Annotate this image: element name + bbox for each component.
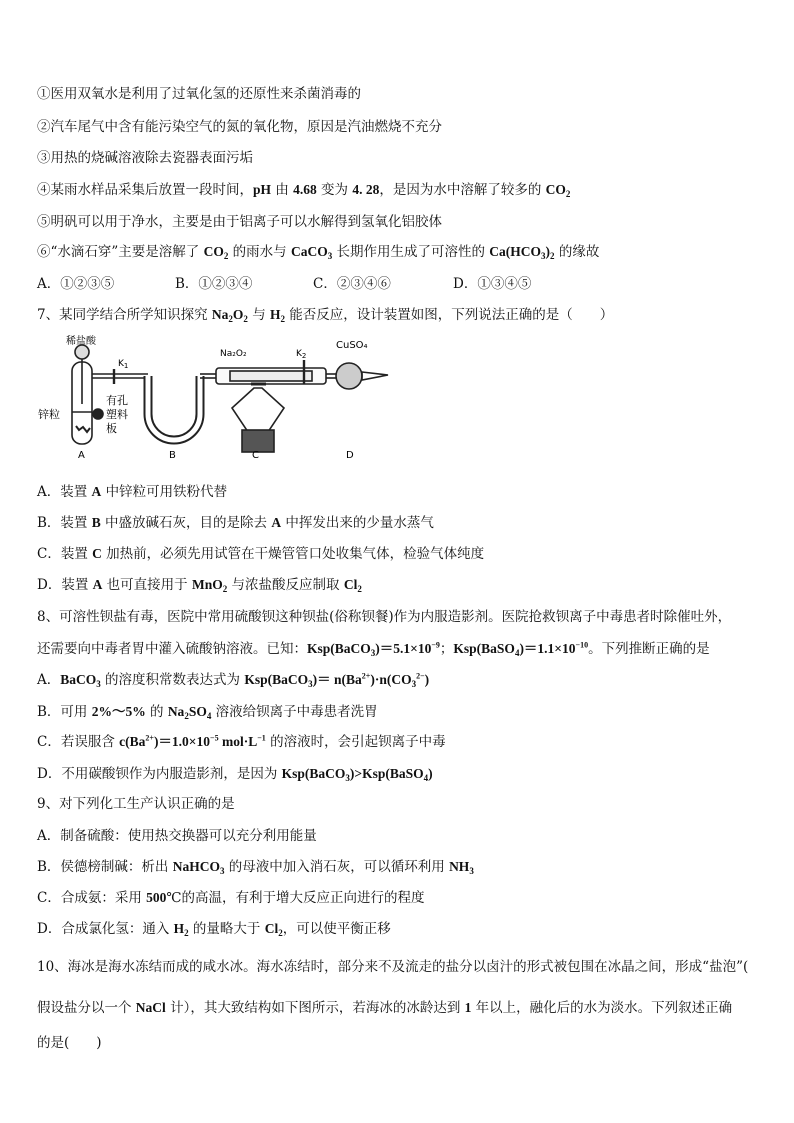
plate-marker	[93, 409, 103, 419]
q8-c-value: )＝1.0×10	[153, 734, 211, 749]
q7-c-text: C．装置	[37, 546, 93, 562]
caption-c: C	[252, 450, 259, 461]
q8-b-label: B．可用	[37, 704, 92, 720]
q7-d-bold: A	[92, 577, 103, 592]
q8-a-mid: )·n(CO	[370, 672, 412, 687]
q7-b-bold2: A	[271, 515, 282, 530]
q10-stem-line2	[37, 996, 732, 1016]
q6-s4-value2: 4. 28	[352, 182, 380, 197]
label-dilute-hcl: 稀盐酸	[66, 336, 96, 347]
q7-option-c[interactable]	[37, 542, 484, 562]
label-na2o2: Na₂O₂	[220, 349, 247, 359]
q8-ksp1: Ksp(BaCO	[307, 641, 371, 656]
caption-a: A	[78, 450, 85, 461]
q7-d-cl2-sub: 2	[357, 584, 362, 594]
q7-option-a[interactable]	[37, 480, 227, 500]
caption-b: B	[169, 450, 176, 461]
q8-stem-line1: 8、可溶性钡盐有毒，医院中常用硫酸钡这种钡盐(俗称钡餐)作为内服造影剂。医院抢救钡离子中毒患者时除催吐外，	[37, 609, 732, 625]
q7-b-text: B．装置	[37, 515, 92, 531]
q8-d-ksp2-sub: 4	[423, 773, 429, 783]
q7-na-sub: 2	[228, 314, 233, 324]
q8-b-percent: 2%～5%	[91, 704, 146, 719]
q7-option-b[interactable]	[37, 511, 434, 531]
q8-c-unit: mol·L	[218, 734, 258, 749]
q6-s4-value1: 4.68	[293, 182, 317, 197]
label-k1-sub: 1	[123, 362, 129, 370]
q6-s6-co2-sub: 2	[223, 251, 229, 261]
label-plate-3: 板	[106, 422, 117, 435]
q7-a-text2: 中锌粒可用铁粉代替	[101, 484, 228, 500]
q6-statement-3: ③用热的烧碱溶液除去瓷器表面污垢	[37, 150, 253, 166]
q6-s4-text3: 变为	[316, 182, 353, 198]
apparatus-c	[216, 368, 326, 452]
q6-s6-caco3-sub: 3	[327, 251, 333, 261]
q8-a-ba-charge: 2+	[361, 671, 371, 681]
q8-sep: ；	[439, 641, 454, 657]
q10-stem-line3: 的是( )	[37, 1035, 102, 1051]
q7-h: H	[270, 307, 281, 322]
q10-text: 假设盐分以一个	[37, 1000, 136, 1016]
q9-d-text2: 的量略大于	[188, 921, 265, 937]
q9-option-d[interactable]	[37, 917, 391, 938]
q6-s6-co2: CO	[203, 244, 224, 259]
q9-b-nh3: NH	[449, 859, 470, 874]
q8-c-label: C．若误服含	[37, 734, 120, 750]
q8-a-co-sub: 3	[411, 679, 417, 689]
q6-statement-4	[37, 178, 570, 199]
q6-option-b[interactable]: B．①②③④	[175, 276, 253, 292]
q6-s6-ca-sub2: 2	[550, 251, 555, 261]
q9-option-c[interactable]	[37, 886, 424, 906]
q7-h-sub: 2	[280, 314, 286, 324]
q8-option-a[interactable]	[37, 668, 429, 689]
q8-option-d[interactable]	[37, 762, 433, 783]
q6-s6-caco3: CaCO	[290, 244, 328, 259]
q6-s6-ca-close: )	[545, 244, 551, 259]
q8-a-baco3: BaCO	[60, 672, 97, 687]
q9-stem: 9、对下列化工生产认识正确的是	[37, 796, 235, 812]
q6-option-d[interactable]: D．①③④⑤	[453, 276, 532, 292]
q9-b-text: B．侯德榜制碱：析出	[37, 859, 173, 875]
label-k2-sub: 2	[301, 352, 307, 360]
q8-option-b[interactable]	[37, 700, 378, 721]
q8-b-text2: 溶液给钡离子中毒患者洗胃	[211, 704, 378, 720]
q9-d-cl2-sub: 2	[278, 928, 283, 938]
q6-s6-text: ⑥“水滴石穿”主要是溶解了	[37, 244, 204, 260]
q7-d-text2: 也可直接用于	[102, 577, 192, 593]
q7-na: Na	[211, 307, 229, 322]
q6-option-c[interactable]: C．②③④⑥	[313, 276, 391, 292]
q9-c-text2: ℃的高温，有利于增大反应正向进行的程度	[166, 890, 425, 906]
q6-statement-5: ⑤明矾可以用于净水，主要是由于铝离子可以水解得到氢氧化铝胶体	[37, 214, 442, 230]
q7-b-bold: B	[91, 515, 101, 530]
q6-s4-formula: CO	[545, 182, 566, 197]
q8-ksp2-exp: −10	[575, 640, 589, 650]
q8-ksp1-value: )＝5.1×10	[375, 641, 432, 656]
q7-stem-text: 7、某同学结合所学知识探究	[37, 307, 212, 323]
q7-b-text2: 中盛放碱石灰，目的是除去	[100, 515, 272, 531]
q8-a-ksp: Ksp(BaCO	[244, 672, 309, 687]
zinc-granules	[76, 426, 90, 432]
q8-a-label: A．	[37, 672, 61, 688]
q8-ksp2: Ksp(BaSO	[453, 641, 515, 656]
q7-d-cl2: Cl	[343, 577, 358, 592]
q8-c-unit-exp: −1	[257, 733, 266, 743]
q6-s6-text4: 的缘故	[554, 244, 600, 260]
q9-d-text3: ，可以使平衡正移	[282, 921, 391, 937]
q7-d-mno2-sub: 2	[222, 584, 228, 594]
label-k2	[296, 349, 306, 360]
label-plate-1: 有孔	[106, 394, 128, 407]
q9-b-nh3-sub: 3	[469, 866, 474, 876]
label-k1	[118, 359, 128, 370]
q7-c-bold: C	[92, 546, 102, 561]
q8-a-baco3-sub: 3	[96, 679, 101, 689]
q8-a-eq: )＝ n(Ba	[312, 672, 362, 687]
q6-statement-1: ①医用双氧水是利用了过氧化氢的还原性来杀菌消毒的	[37, 86, 361, 102]
q9-b-text2: 的母液中加入消石灰，可以循环利用	[224, 859, 450, 875]
q8-b-so: SO	[188, 704, 207, 719]
q6-s6-text3: 长期作用生成了可溶性的	[332, 244, 490, 260]
q8-ksp1-exp: −9	[431, 640, 440, 650]
q8-c-text: 的溶液时，会引起钡离子中毒	[265, 734, 446, 750]
q9-b-nahco3-sub: 3	[219, 866, 225, 876]
label-zinc: 锌粒	[38, 408, 60, 421]
q8-d-ksp1-sub: 3	[345, 773, 350, 783]
q6-option-a[interactable]: A．①②③⑤	[37, 276, 115, 292]
q10-text3: 年以上，融化后的水为淡水。下列叙述正确	[471, 1000, 733, 1016]
q8-stem-text: 还需要向中毒者胃中灌入硫酸钠溶液。已知：	[37, 641, 307, 657]
drying-bulb	[336, 363, 362, 389]
q8-b-so-sub: 4	[206, 711, 212, 721]
q6-s6-ca: Ca(HCO	[489, 244, 542, 259]
label-cuso4: CuSO₄	[336, 340, 368, 351]
q10-nacl: NaCl	[135, 1000, 166, 1015]
q8-d-ksp1: Ksp(BaCO	[281, 766, 346, 781]
label-plate-2: 塑料	[106, 408, 128, 421]
q6-options	[37, 272, 531, 292]
q6-s4-text4: ，是因为水中溶解了较多的	[379, 182, 546, 198]
q9-option-b[interactable]	[37, 855, 474, 876]
q8-ksp2-sub: 4	[514, 648, 520, 658]
q10-one: 1	[464, 1000, 472, 1015]
q7-d-text: D．装置	[37, 577, 93, 593]
drying-tube-outlet	[362, 372, 388, 380]
q8-stem-text2: 。下列推断正确的是	[588, 641, 710, 657]
q6-s6-ca-sub1: 3	[541, 251, 546, 261]
q9-c-text: C．合成氨：采用	[37, 890, 147, 906]
q8-ksp1-sub: 3	[370, 648, 376, 658]
q9-d-text: D．合成氯化氢：通入	[37, 921, 174, 937]
q8-a-co-charge: 2−	[416, 671, 425, 681]
q6-s4-text2: 由	[271, 182, 294, 198]
q6-s6-text2: 的雨水与	[228, 244, 291, 260]
q7-stem-text3: 能否反应，设计装置如图，下列说法正确的是（ ）	[285, 307, 614, 323]
q9-option-a[interactable]: A．制备硫酸：使用热交换器可以充分利用能量	[37, 828, 317, 844]
q8-b-na: Na	[167, 704, 185, 719]
q8-c-charge: 2+	[145, 733, 154, 743]
q9-b-nahco3: NaHCO	[172, 859, 220, 874]
caption-d: D	[346, 450, 354, 461]
q7-o: O	[232, 307, 244, 322]
q8-d-mid: )>Ksp(BaSO	[349, 766, 424, 781]
q7-a-bold: A	[91, 484, 102, 499]
q9-d-h2-sub: 2	[184, 928, 189, 938]
q8-a-ksp-sub: 3	[308, 679, 313, 689]
q8-option-c[interactable]	[37, 730, 446, 750]
q8-d-text: D．不用碳酸钡作为内服造影剂，是因为	[37, 766, 282, 782]
q8-b-text: 的	[145, 704, 168, 720]
q7-d-mno2: MnO	[191, 577, 223, 592]
q10-text2: 计），其大致结构如下图所示，若海冰的冰龄达到	[165, 1000, 465, 1016]
apparatus-figure	[36, 334, 396, 462]
q7-c-text2: 加热前，必须先用试管在干燥管管口处收集气体，检验气体纯度	[101, 546, 485, 562]
na2o2-sample	[230, 371, 312, 381]
q8-a-end: )	[424, 672, 430, 687]
u-tube-inner	[148, 376, 200, 440]
q8-stem-line2	[37, 637, 710, 658]
q6-statement-2: ②汽车尾气中含有能污染空气的氮的氧化物，原因是汽油燃烧不充分	[37, 119, 442, 135]
q7-stem-text2: 与	[247, 307, 270, 323]
q7-a-text: A．装置	[37, 484, 92, 500]
q9-d-cl2: Cl	[264, 921, 279, 936]
q6-statement-6	[37, 240, 599, 261]
q7-o-sub: 2	[243, 314, 248, 324]
burner-base	[242, 430, 274, 452]
burner-flame	[232, 388, 284, 432]
q8-a-text: 的溶度积常数表达式为	[100, 672, 245, 688]
q6-s4-text: ④某雨水样品采集后放置一段时间，	[37, 182, 253, 198]
q7-d-text3: 与浓盐酸反应制取	[227, 577, 344, 593]
q7-stem	[37, 303, 613, 324]
funnel-bulb	[75, 345, 89, 359]
q8-d-end: )	[428, 766, 433, 781]
q8-c-exp: −5	[210, 733, 219, 743]
q10-stem-line1: 10、海冰是海水冻结而成的咸水冰。海水冻结时，部分来不及流走的盐分以卤汁的形式被包围在冰晶之间，形成“盐泡”(	[37, 959, 749, 975]
q6-s4-ph: pH	[253, 182, 272, 197]
q8-c-conc: c(Ba	[119, 734, 146, 749]
q8-ksp2-value: )＝1.1×10	[519, 641, 576, 656]
q8-b-na-sub: 2	[184, 711, 189, 721]
label-k1-letter: K	[118, 359, 124, 369]
q9-c-temp: 500	[146, 890, 167, 905]
q7-b-text3: 中挥发出来的少量水蒸气	[281, 515, 434, 531]
label-k2-letter: K	[296, 349, 302, 359]
q9-d-h2: H	[173, 921, 185, 936]
q7-option-d[interactable]	[37, 573, 362, 594]
q6-s4-sub: 2	[565, 189, 571, 199]
